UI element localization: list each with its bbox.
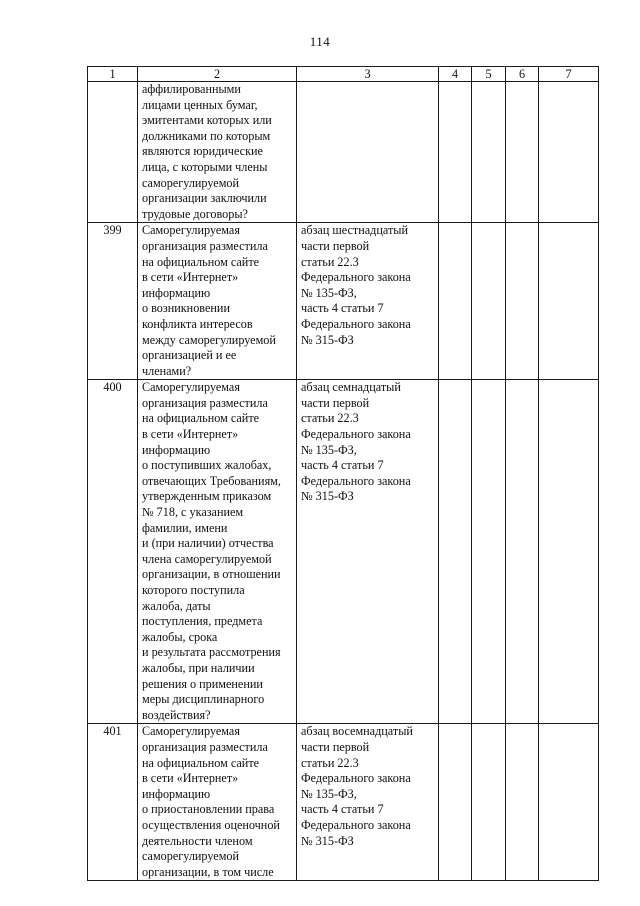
- question-line: информацию: [142, 786, 211, 801]
- reference-line: статьи 22.3: [301, 254, 359, 269]
- reference-line: № 315-ФЗ: [301, 489, 354, 504]
- reference-line: № 135-ФЗ,: [301, 786, 357, 801]
- question-line: меры дисциплинарного: [142, 692, 265, 707]
- reference-line: № 135-ФЗ,: [301, 442, 357, 457]
- question-line: утвержденным приказом: [142, 489, 272, 504]
- question-line: организации, в отношении: [142, 567, 281, 582]
- reference-line: Федерального закона: [301, 473, 411, 488]
- answer-cell-5[interactable]: [472, 380, 506, 724]
- legal-reference-cell: [297, 724, 439, 881]
- question-line: организация разместила: [142, 238, 268, 253]
- question-line: в сети «Интернет»: [142, 427, 239, 442]
- question-line: конфликта интересов: [142, 316, 253, 331]
- table-body: [88, 82, 599, 881]
- question-line: саморегулируемой: [142, 175, 240, 190]
- column-header-1: 1: [88, 67, 138, 82]
- question-line: в сети «Интернет»: [142, 270, 239, 285]
- question-line: фамилии, имени: [142, 520, 228, 535]
- header-row: [88, 67, 599, 82]
- question-line: Саморегулируемая: [142, 724, 240, 739]
- reference-line: часть 4 статьи 7: [301, 802, 384, 817]
- question-line: членами?: [142, 363, 192, 378]
- answer-cell-7[interactable]: [539, 724, 599, 881]
- reference-line: статьи 22.3: [301, 411, 359, 426]
- question-line: аффилированными: [142, 82, 241, 96]
- column-header-5: 5: [472, 67, 506, 82]
- question-line: между саморегулируемой: [142, 332, 276, 347]
- page-number: 114: [309, 34, 331, 49]
- answer-cell-4[interactable]: [439, 82, 472, 223]
- reference-line: части первой: [301, 238, 370, 253]
- question-line: саморегулируемой: [142, 849, 240, 864]
- question-line: жалобы, срока: [142, 629, 218, 644]
- question-cell: [138, 724, 297, 881]
- table-row: [88, 82, 599, 223]
- question-line: организации заключили: [142, 191, 267, 206]
- question-line: в сети «Интернет»: [142, 771, 239, 786]
- reference-line: части первой: [301, 395, 370, 410]
- row-number: 399: [88, 223, 138, 380]
- answer-cell-4[interactable]: [439, 724, 472, 881]
- question-line: лица, с которыми члены: [142, 159, 268, 174]
- question-line: должниками по которым: [142, 128, 271, 143]
- question-line: организация разместила: [142, 395, 268, 410]
- question-line: Саморегулируемая: [142, 223, 240, 238]
- question-line: деятельности членом: [142, 833, 253, 848]
- question-cell: [138, 223, 297, 380]
- question-line: являются юридические: [142, 144, 263, 159]
- reference-line: Федерального закона: [301, 270, 411, 285]
- reference-line: Федерального закона: [301, 427, 411, 442]
- question-line: организация разместила: [142, 739, 268, 754]
- reference-line: Федерального закона: [301, 771, 411, 786]
- question-line: отвечающих Требованиям,: [142, 473, 281, 488]
- question-line: члена саморегулируемой: [142, 551, 272, 566]
- answer-cell-4[interactable]: [439, 380, 472, 724]
- column-header-6: 6: [506, 67, 539, 82]
- reference-line: Федерального закона: [301, 316, 411, 331]
- reference-line: части первой: [301, 739, 370, 754]
- reference-line: Федерального закона: [301, 817, 411, 832]
- question-line: информацию: [142, 442, 211, 457]
- reference-line: абзац семнадцатый: [301, 380, 401, 395]
- answer-cell-7[interactable]: [539, 380, 599, 724]
- question-line: о возникновении: [142, 301, 230, 316]
- table-row: [88, 380, 599, 724]
- column-header-3: 3: [297, 67, 439, 82]
- answer-cell-7[interactable]: [539, 223, 599, 380]
- answer-cell-6[interactable]: [506, 380, 539, 724]
- question-cell: [138, 82, 297, 223]
- question-line: на официальном сайте: [142, 755, 260, 770]
- row-number: 400: [88, 380, 138, 724]
- question-line: и (при наличии) отчества: [142, 536, 274, 551]
- question-line: жалоба, даты: [142, 598, 211, 613]
- answer-cell-6[interactable]: [506, 223, 539, 380]
- column-header-7: 7: [539, 67, 599, 82]
- answer-cell-4[interactable]: [439, 223, 472, 380]
- question-line: лицами ценных бумаг,: [142, 97, 258, 112]
- question-line: трудовые договоры?: [142, 206, 248, 221]
- reference-line: абзац шестнадцатый: [301, 223, 409, 238]
- row-number: 401: [88, 724, 138, 881]
- legal-reference-cell: [297, 82, 439, 223]
- answer-cell-7[interactable]: [539, 82, 599, 223]
- column-header-4: 4: [439, 67, 472, 82]
- reference-line: часть 4 статьи 7: [301, 458, 384, 473]
- question-line: № 718, с указанием: [142, 505, 244, 520]
- question-line: жалобы, при наличии: [142, 660, 255, 675]
- reference-line: статьи 22.3: [301, 755, 359, 770]
- legal-reference-cell: [297, 223, 439, 380]
- table-row: [88, 724, 599, 881]
- answer-cell-5[interactable]: [472, 223, 506, 380]
- question-line: осуществления оценочной: [142, 817, 280, 832]
- answer-cell-6[interactable]: [506, 724, 539, 881]
- answer-cell-6[interactable]: [506, 82, 539, 223]
- legal-reference-cell: [297, 380, 439, 724]
- reference-line: № 315-ФЗ: [301, 833, 354, 848]
- question-line: организацией и ее: [142, 348, 237, 363]
- reference-line: № 315-ФЗ: [301, 332, 354, 347]
- question-line: информацию: [142, 285, 211, 300]
- checklist-table: [87, 66, 599, 881]
- question-line: о приостановлении права: [142, 802, 275, 817]
- table-row: [88, 223, 599, 380]
- question-line: и результата рассмотрения: [142, 645, 281, 660]
- question-line: поступления, предмета: [142, 614, 263, 629]
- reference-line: № 135-ФЗ,: [301, 285, 357, 300]
- row-number: [88, 82, 138, 223]
- question-line: решения о применении: [142, 676, 263, 691]
- question-line: Саморегулируемая: [142, 380, 240, 395]
- question-line: эмитентами которых или: [142, 113, 272, 128]
- reference-line: абзац восемнадцатый: [301, 724, 413, 739]
- column-header-2: 2: [138, 67, 297, 82]
- question-line: на официальном сайте: [142, 254, 260, 269]
- question-cell: [138, 380, 297, 724]
- question-line: о поступивших жалобах,: [142, 458, 272, 473]
- question-line: воздействия?: [142, 707, 211, 722]
- reference-line: часть 4 статьи 7: [301, 301, 384, 316]
- question-line: организации, в том числе: [142, 864, 274, 879]
- question-line: которого поступила: [142, 583, 245, 597]
- answer-cell-5[interactable]: [472, 724, 506, 881]
- answer-cell-5[interactable]: [472, 82, 506, 223]
- question-line: на официальном сайте: [142, 411, 260, 426]
